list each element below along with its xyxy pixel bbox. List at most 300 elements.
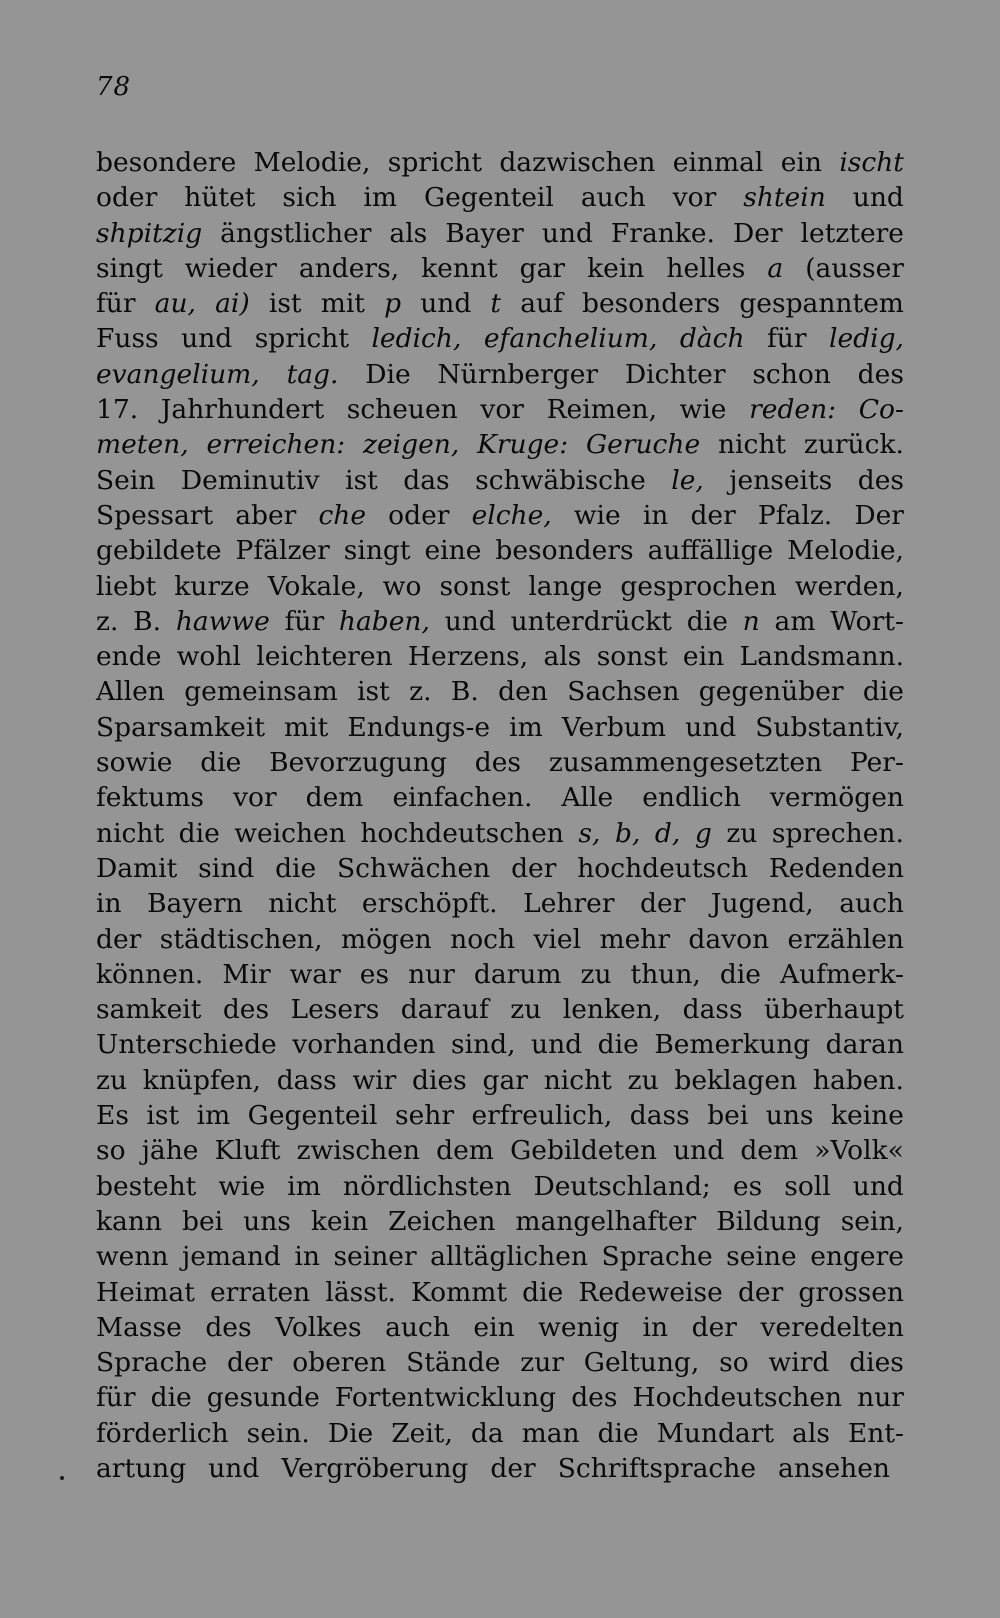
word: Sprache (601, 1241, 713, 1273)
word: der (640, 888, 686, 920)
word: für (284, 605, 325, 637)
word: ist (357, 676, 390, 708)
word: die (719, 958, 761, 990)
word: Fuss (96, 323, 159, 355)
word: ein (780, 147, 822, 178)
word: überhaupt (764, 994, 904, 1026)
text-line (96, 427, 904, 462)
word: noch (450, 923, 516, 955)
word: der (227, 1347, 273, 1379)
word: auch (839, 888, 904, 920)
text-line (96, 780, 904, 815)
word: und (541, 217, 593, 249)
word: scheuen (346, 394, 458, 426)
word: schon (752, 358, 831, 390)
word: besteht (96, 1170, 197, 1202)
italic-word: meten, (96, 429, 189, 461)
word: endlich (642, 782, 741, 814)
word: dass (682, 994, 743, 1026)
word: nicht (268, 888, 337, 920)
word: Masse (96, 1311, 182, 1343)
word: sehr (394, 1100, 454, 1132)
word: dies (849, 1347, 904, 1379)
word: dem (436, 1135, 494, 1167)
word: weichen (234, 817, 346, 849)
word: im (196, 1100, 231, 1132)
word: und (444, 605, 496, 637)
word: vor (480, 394, 524, 426)
word: des (474, 747, 522, 779)
word: in (642, 1311, 669, 1343)
word: förderlich (96, 1417, 229, 1449)
text-line (96, 498, 904, 533)
word: ein (682, 641, 725, 673)
body-text (96, 145, 904, 1486)
word: sein, (840, 1205, 904, 1237)
word: die (200, 747, 242, 779)
word: aber (235, 499, 297, 531)
word: viel (533, 923, 582, 955)
word: wie (218, 1170, 266, 1202)
word: werden, (794, 570, 904, 602)
word: alltäglichen (430, 1241, 588, 1273)
word: des (857, 464, 904, 496)
word: besondere (96, 147, 237, 178)
text-line (96, 286, 904, 321)
word: daran (825, 1029, 904, 1061)
word: und (852, 1170, 904, 1202)
word: Gegenteil (424, 182, 554, 214)
word: Bemerkung (654, 1029, 811, 1061)
italic-word: evangelium, (96, 358, 260, 390)
word: nur (408, 958, 455, 990)
word: jähe (141, 1135, 199, 1167)
word: auch (580, 182, 646, 214)
word: die (522, 1276, 564, 1308)
text-line (96, 604, 904, 639)
word: Spessart (96, 499, 214, 531)
word: mögen (340, 923, 432, 955)
word: wie (573, 499, 621, 531)
italic-word: hawwe (175, 605, 270, 637)
word: Lesers (290, 994, 380, 1026)
word: vor (233, 782, 277, 814)
text-line (96, 851, 904, 886)
italic-word: t (490, 288, 502, 320)
word: kann (96, 1205, 162, 1237)
word: wir (352, 1064, 397, 1096)
word: Der (854, 499, 904, 531)
word: Pfälzer (235, 535, 330, 567)
word: zurück. (803, 429, 904, 461)
word: Substantiv, (755, 711, 904, 743)
word: im (509, 711, 543, 743)
italic-word: tag. (286, 358, 339, 390)
word: zwischen (296, 1135, 420, 1167)
italic-word: dàch (679, 323, 745, 355)
word: Gegenteil (247, 1100, 378, 1132)
word: das (403, 464, 450, 496)
word: bei (707, 1100, 749, 1132)
italic-word: le, (671, 464, 704, 496)
text-line (96, 1204, 904, 1239)
word: Hochdeutschen (632, 1382, 843, 1414)
word: engere (810, 1241, 904, 1273)
word: B. (450, 676, 479, 708)
text-line (96, 639, 904, 674)
word: anders, (298, 252, 400, 284)
word: es (732, 1170, 763, 1202)
word: ist (146, 1100, 180, 1132)
word: mit (320, 288, 365, 320)
italic-word: elche, (471, 499, 552, 531)
word: B. (133, 605, 162, 637)
word: mangelhafter (515, 1205, 697, 1237)
word: es (359, 958, 390, 990)
word: Es (96, 1100, 129, 1132)
word: wohl (176, 641, 241, 673)
word: als (389, 217, 428, 249)
word: Per- (849, 747, 904, 779)
word: nicht (543, 1064, 612, 1096)
word: keine (830, 1100, 904, 1132)
word: Heimat (96, 1276, 195, 1308)
word: des (571, 1382, 618, 1414)
word: am (774, 605, 816, 637)
italic-word: g (694, 817, 712, 849)
word: eine (424, 535, 482, 567)
word: Mundart (656, 1417, 775, 1449)
italic-word: zeigen, (363, 429, 460, 461)
word: Fortentwicklung (334, 1382, 557, 1414)
word: ist (268, 288, 302, 320)
word: zu (96, 1064, 128, 1096)
word: darum (473, 958, 562, 990)
word: grossen (798, 1276, 904, 1308)
word: als (543, 641, 582, 673)
word: man (521, 1417, 580, 1449)
word: im (287, 1170, 321, 1202)
word: des (222, 994, 270, 1026)
italic-word: shtein (743, 182, 826, 214)
text-line (96, 1098, 904, 1133)
word: Jugend, (710, 888, 814, 920)
text-line (96, 533, 904, 568)
word: die (862, 676, 904, 708)
word: Deminutiv (180, 464, 320, 496)
margin-mark (60, 1476, 64, 1480)
word: thun, (630, 958, 701, 990)
word: Endungs-e (347, 711, 491, 743)
word: für (96, 1382, 136, 1414)
word: einmal (672, 147, 764, 178)
word: Sparsamkeit (96, 711, 265, 743)
word: sich (282, 182, 337, 214)
word: Die (365, 358, 411, 390)
word: können. (96, 958, 204, 990)
word: sein. (246, 1417, 310, 1449)
word: (ausser (805, 252, 904, 284)
word: ängstlicher (220, 217, 372, 249)
word: Lehrer (523, 888, 615, 920)
italic-word: Geruche (585, 429, 701, 461)
italic-word: ledich, (371, 323, 462, 355)
word: Verbum (561, 711, 667, 743)
word: wie (679, 394, 727, 426)
word: zu (580, 958, 612, 990)
text-line (96, 674, 904, 709)
word: gesunde (206, 1382, 320, 1414)
word: kennt (421, 252, 498, 284)
text-line (96, 1133, 904, 1168)
word: singt (96, 252, 163, 284)
text-line (96, 145, 904, 180)
word: Aufmerk- (779, 958, 904, 990)
word: Landsmann. (739, 641, 904, 673)
word: Reimen, (546, 394, 658, 426)
word: letztere (800, 217, 904, 249)
word: des (857, 358, 904, 390)
word: singt (343, 535, 411, 567)
word: seiner (333, 1241, 417, 1273)
word: in (294, 1241, 320, 1273)
word: kein (310, 1205, 369, 1237)
word: dies (412, 1064, 467, 1096)
word: uns (765, 1100, 814, 1132)
italic-word: n (742, 605, 760, 637)
text-line (96, 922, 904, 957)
word: Jahrhundert (160, 394, 325, 426)
text-line (96, 1027, 904, 1062)
word: die (597, 1417, 639, 1449)
word: nördlichsten (342, 1170, 512, 1202)
word: vermögen (769, 782, 904, 814)
word: »Volk« (814, 1135, 904, 1167)
italic-word: ledig, (829, 323, 904, 355)
italic-word: b, (614, 817, 641, 849)
word: und (673, 1135, 725, 1167)
word: Der (732, 217, 783, 249)
word: Sachsen (567, 676, 680, 708)
word: bei (182, 1205, 224, 1237)
word: und (852, 182, 904, 214)
word: Zeit, (391, 1417, 453, 1449)
word: wird (768, 1347, 830, 1379)
word: mehr (599, 923, 670, 955)
italic-word: au, (154, 288, 196, 320)
text-line (96, 710, 904, 745)
word: dem (740, 1135, 799, 1167)
word: Sein (96, 464, 156, 496)
italic-word: ischt (839, 147, 904, 178)
word: die (597, 1029, 639, 1061)
word: oberen (292, 1347, 387, 1379)
word: artung (96, 1452, 187, 1484)
word: z. (96, 605, 119, 637)
word: der (690, 499, 736, 531)
word: leichteren (256, 641, 393, 673)
word: zusammengesetzten (548, 747, 823, 779)
text-line (96, 957, 904, 992)
word: und (531, 1029, 583, 1061)
word: auffällige (647, 535, 774, 567)
word: Schriftsprache (557, 1452, 757, 1484)
word: Alle (561, 782, 614, 814)
italic-word: che (318, 499, 367, 531)
word: soll (784, 1170, 831, 1202)
word: Bayer (445, 217, 524, 249)
word: Nürnberger (437, 358, 599, 390)
word: Allen (96, 676, 165, 708)
word: Stände (406, 1347, 501, 1379)
word: für (766, 323, 807, 355)
word: spricht (254, 323, 349, 355)
word: gar (482, 1064, 528, 1096)
word: Pfalz. (757, 499, 833, 531)
text-line (96, 1416, 904, 1451)
word: sonst (439, 570, 511, 602)
word: vor (672, 182, 717, 214)
word: des (205, 1311, 252, 1343)
word: zu (627, 1064, 659, 1096)
word: in (642, 499, 669, 531)
word: gebildete (96, 535, 222, 567)
word: Kluft (214, 1135, 281, 1167)
word: gespanntem (739, 288, 904, 320)
word: Bayern (147, 888, 243, 920)
word: die (150, 1382, 192, 1414)
word: Redenden (768, 852, 904, 884)
word: sind, (451, 1029, 516, 1061)
word: wenig (538, 1311, 620, 1343)
word: 17. (96, 394, 139, 426)
text-line (96, 1169, 904, 1204)
word: für (96, 288, 136, 320)
word: dass (276, 1064, 337, 1096)
word: als (792, 1417, 830, 1449)
word: lässt. (325, 1276, 396, 1308)
text-line (96, 569, 904, 604)
word: nicht (96, 817, 165, 849)
italic-word: a (767, 252, 784, 284)
text-line (96, 251, 904, 286)
italic-word: efanchelium, (483, 323, 658, 355)
word: nicht (717, 429, 787, 461)
word: und (420, 288, 472, 320)
word: im (363, 182, 397, 214)
word: ein (473, 1311, 515, 1343)
word: Geltung, (583, 1347, 700, 1379)
word: Vokale, (267, 570, 365, 602)
italic-word: erreichen: (206, 429, 346, 461)
text-line (96, 886, 904, 921)
word: der (511, 852, 557, 884)
text-line (96, 1380, 904, 1415)
word: Damit (96, 852, 178, 884)
text-line (96, 745, 904, 780)
word: einfachen. (392, 782, 533, 814)
word: wenn (96, 1241, 169, 1273)
italic-word: s, (578, 817, 601, 849)
word: samkeit (96, 994, 202, 1026)
italic-word: reden: (749, 394, 837, 426)
word: veredelten (760, 1311, 904, 1343)
word: Gebildeten (510, 1135, 657, 1167)
word: Unterschiede (96, 1029, 277, 1061)
word: unterdrückt (510, 605, 672, 637)
word: sowie (96, 747, 173, 779)
italic-word: ai) (215, 288, 250, 320)
word: Kommt (411, 1276, 507, 1308)
word: Vergröberung (281, 1452, 469, 1484)
italic-word: Co- (858, 394, 904, 426)
word: der (490, 1452, 536, 1484)
word: in (96, 888, 122, 920)
word: den (498, 676, 548, 708)
text-line (96, 180, 904, 215)
word: nur (857, 1382, 904, 1414)
word: der (737, 1276, 784, 1308)
word: vorhanden (292, 1029, 436, 1061)
text-line (96, 992, 904, 1027)
word: Franke. (610, 217, 715, 249)
word: die (178, 817, 220, 849)
word: knüpfen, (142, 1064, 261, 1096)
text-line (96, 1063, 904, 1098)
text-line (96, 1239, 904, 1274)
word: zu (510, 994, 542, 1026)
word: und (208, 1452, 260, 1484)
word: erzählen (787, 923, 904, 955)
word: lange (528, 570, 603, 602)
text-line (96, 392, 904, 427)
word: ansehen (778, 1452, 890, 1484)
word: kein (587, 252, 645, 284)
italic-word: haben, (338, 605, 430, 637)
word: fektums (96, 782, 204, 814)
word: so (719, 1347, 749, 1379)
word: besonders (582, 288, 721, 320)
word: darauf (400, 994, 489, 1026)
word: Ent- (847, 1417, 904, 1449)
text-line (96, 1345, 904, 1380)
text-line (96, 1451, 904, 1486)
word: davon (688, 923, 770, 955)
page-number: 78 (96, 72, 132, 102)
word: gesprochen (620, 570, 777, 602)
word: jenseits (729, 464, 833, 496)
word: kurze (174, 570, 250, 602)
italic-word: shpitzig (96, 217, 203, 249)
word: helles (666, 252, 746, 284)
word: Deutschland; (533, 1170, 711, 1202)
word: dass (629, 1100, 690, 1132)
word: oder (96, 182, 158, 214)
word: oder (388, 499, 450, 531)
word: gar (519, 252, 566, 284)
word: Redeweise (578, 1276, 723, 1308)
word: erraten (210, 1276, 311, 1308)
word: jemand (182, 1241, 281, 1273)
word: die (686, 605, 728, 637)
word: ist (345, 464, 378, 496)
word: hochdeutschen (360, 817, 564, 849)
word: haben. (812, 1064, 904, 1096)
word: besonders (495, 535, 634, 567)
word: Zeichen (388, 1205, 496, 1237)
word: auch (385, 1311, 450, 1343)
word: städtischen, (159, 923, 323, 955)
